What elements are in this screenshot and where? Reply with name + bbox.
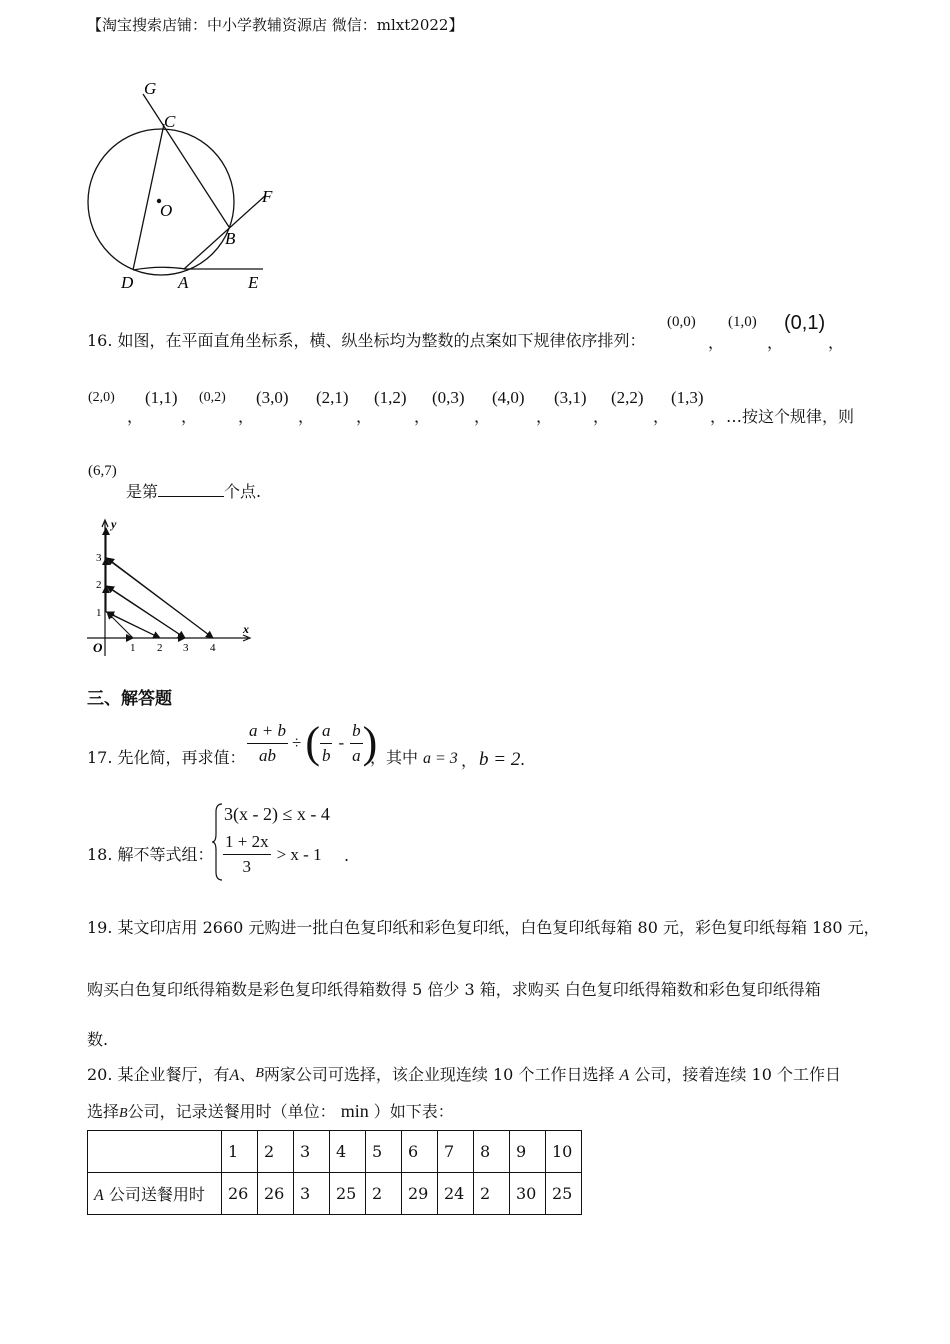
q16-sep: ， <box>181 407 198 426</box>
q17-frac <box>247 721 288 766</box>
q16-sep: ， <box>536 407 553 426</box>
q16-sep: ， <box>356 407 373 426</box>
q17-minus: - <box>338 733 345 752</box>
q20-unit: min <box>340 1101 369 1121</box>
q16-tail: ，…按这个规律，则 <box>710 407 855 426</box>
q18-frac-den: 3 <box>242 857 252 876</box>
q16-answer-blank[interactable] <box>158 482 224 497</box>
q20-text: 公司，记录送餐用时（单位： <box>127 1102 336 1121</box>
q17-div: ÷ <box>291 733 302 752</box>
label-a: A <box>178 273 189 292</box>
q20-company-b: B <box>119 1106 128 1121</box>
table-header-cell: 8 <box>474 1131 510 1173</box>
table-header-cell: 4 <box>330 1131 366 1173</box>
table-header-cell: 9 <box>510 1131 546 1173</box>
q20-company-a: A <box>229 1067 240 1084</box>
q16-point: (0,2) <box>199 390 226 405</box>
q20-text: 公司，接着连续 10 个工作日 <box>634 1065 841 1084</box>
table-cell: 25 <box>330 1173 366 1215</box>
table-header-row <box>88 1131 582 1173</box>
q18-frac-num: 1 + 2x <box>223 832 271 855</box>
path-arrow <box>107 586 185 638</box>
q17-end: . <box>520 750 526 769</box>
x-tick: 1 <box>130 642 136 654</box>
x-tick: 2 <box>157 642 163 654</box>
q16-sep: ， <box>127 407 144 426</box>
q16-sep: ， <box>414 407 431 426</box>
q17-frac-den: b <box>321 745 331 765</box>
table-cell: 30 <box>510 1173 546 1215</box>
y-tick: 2 <box>96 579 102 591</box>
q16-point: (3,1) <box>554 388 587 407</box>
table-header-cell: 5 <box>366 1131 402 1173</box>
x-tick: 3 <box>183 642 189 654</box>
delivery-time-table <box>87 1130 582 1215</box>
q16-sep: ， <box>593 407 610 426</box>
y-tick: 1 <box>96 607 102 619</box>
q17-frac-den: a <box>352 745 361 765</box>
q16-ask-post: 个点. <box>224 482 262 501</box>
q16-sep: ， <box>828 333 845 352</box>
q16-point: (0,0) <box>667 314 696 330</box>
q17-expression <box>247 717 377 769</box>
q16-point: (2,2) <box>611 388 644 407</box>
q16-point: (1,0) <box>728 314 757 330</box>
q16-intro: 16. 如图，在平面直角坐标系，横、纵坐标均为整数的点案如下规律依序排列： <box>87 331 646 350</box>
q17-rparen: ) <box>362 718 378 767</box>
q18-ineq2-rest: > x - 1 <box>276 844 322 864</box>
header-watermark: 【淘宝搜索店铺：中小学教辅资源店 微信：mlxt2022】 <box>87 16 464 34</box>
chord-da <box>133 267 186 270</box>
q18-ineq2 <box>223 832 322 877</box>
line-cd <box>133 124 164 270</box>
q16-point: (2,1) <box>316 388 349 407</box>
q19-line3: 数. <box>87 1030 109 1049</box>
table-header-cell <box>88 1131 222 1173</box>
table-header-cell: 3 <box>294 1131 330 1173</box>
label-g: G <box>144 79 157 98</box>
circle-geometry-figure <box>80 75 300 300</box>
q17-cond-b: b = 2 <box>479 749 521 770</box>
q17-prefix: 17. 先化简，再求值： <box>87 748 246 767</box>
table-header-cell: 6 <box>402 1131 438 1173</box>
table-header-cell: 2 <box>258 1131 294 1173</box>
table-cell: 24 <box>438 1173 474 1215</box>
q17-frac <box>320 721 333 766</box>
q16-point: (0,3) <box>432 388 465 407</box>
y-axis-label: y <box>111 517 117 531</box>
label-b: B <box>225 229 236 248</box>
table-row-label-text: 公司送餐用时 <box>103 1185 205 1204</box>
table-row-label <box>88 1173 222 1215</box>
x-tick: 4 <box>210 642 216 654</box>
q17-lparen: ( <box>305 718 320 767</box>
q20-line1 <box>87 1062 841 1085</box>
label-o: O <box>160 201 173 220</box>
table-cell: 29 <box>402 1173 438 1215</box>
table-cell: 25 <box>546 1173 582 1215</box>
q17-frac-num: a + b <box>247 721 288 744</box>
origin-label: O <box>93 640 103 655</box>
q16-point: (1,2) <box>374 388 407 407</box>
q16-sep: ， <box>474 407 491 426</box>
coordinate-pattern-figure <box>85 516 255 658</box>
q16-sep: ， <box>767 333 784 352</box>
q20-text: 两家公司可选择，该企业现连续 10 个工作日选择 <box>263 1065 615 1084</box>
x-axis-label: x <box>243 622 249 636</box>
q16-sep: ， <box>653 407 670 426</box>
table-cell: 2 <box>474 1173 510 1215</box>
q17-cond-a: a = 3 <box>423 750 458 767</box>
table-header-cell: 10 <box>546 1131 582 1173</box>
table-header-cell: 7 <box>438 1131 474 1173</box>
q16-ask-pre: 是第 <box>126 482 159 501</box>
q16-point: (1,1) <box>145 388 178 407</box>
q16-point: (3,0) <box>256 388 289 407</box>
q20-company-b: B <box>255 1066 264 1081</box>
q16-sep: ， <box>708 333 725 352</box>
table-row <box>88 1173 582 1215</box>
q20-company-a: A <box>619 1067 630 1084</box>
label-e: E <box>248 273 259 292</box>
q16-point: (2,0) <box>88 390 115 405</box>
section-title: 三、解答题 <box>87 689 172 709</box>
table-cell: 26 <box>222 1173 258 1215</box>
q16-point: (4,0) <box>492 388 525 407</box>
q16-ask <box>126 479 261 502</box>
label-f: F <box>262 187 273 206</box>
q17-frac <box>350 721 363 766</box>
label-d: D <box>121 273 134 292</box>
q16-sep: ， <box>238 407 255 426</box>
q17-mid: ，其中 <box>370 748 419 767</box>
table-row-label-letter: A <box>94 1187 104 1204</box>
q20-text: ）如下表： <box>373 1102 454 1121</box>
table-cell: 2 <box>366 1173 402 1215</box>
y-tick: 3 <box>96 552 102 564</box>
q19-line1: 19. 某文印店用 2660 元购进一批白色复印纸和彩色复印纸，白色复印纸每箱 80 元，彩色复印纸每箱 180 元， <box>87 918 880 937</box>
path-arrow <box>107 612 133 638</box>
q16-target: (6,7) <box>88 463 117 479</box>
label-c: C <box>164 112 176 131</box>
q18-frac <box>223 832 271 877</box>
q20-text: 20. 某企业餐厅，有 <box>87 1065 230 1084</box>
table-cell: 26 <box>258 1173 294 1215</box>
q16-point: (1,3) <box>671 388 704 407</box>
table-cell: 3 <box>294 1173 330 1215</box>
q18-ineq1: 3(x - 2) ≤ x - 4 <box>224 804 330 824</box>
q16-sep: ， <box>298 407 315 426</box>
q18-end: . <box>344 846 350 865</box>
q20-text: 、 <box>239 1065 256 1084</box>
q19-line2: 购买白色复印纸得箱数是彩色复印纸得箱数得 5 倍少 3 箱，求购买 白色复印纸得箱数和彩色复印纸得箱 <box>87 980 821 999</box>
q17-frac-num: a <box>320 721 333 744</box>
q20-line2 <box>87 1099 454 1122</box>
q18-prefix: 18. 解不等式组： <box>87 845 214 864</box>
q16-point: (0,1) <box>784 312 826 334</box>
q17-frac-den: ab <box>258 745 276 765</box>
path-arrow <box>107 558 213 638</box>
table-header-cell: 1 <box>222 1131 258 1173</box>
q17-comma: ， <box>461 751 478 770</box>
q20-text: 选择 <box>87 1102 120 1121</box>
q17-frac-num: b <box>350 721 363 744</box>
